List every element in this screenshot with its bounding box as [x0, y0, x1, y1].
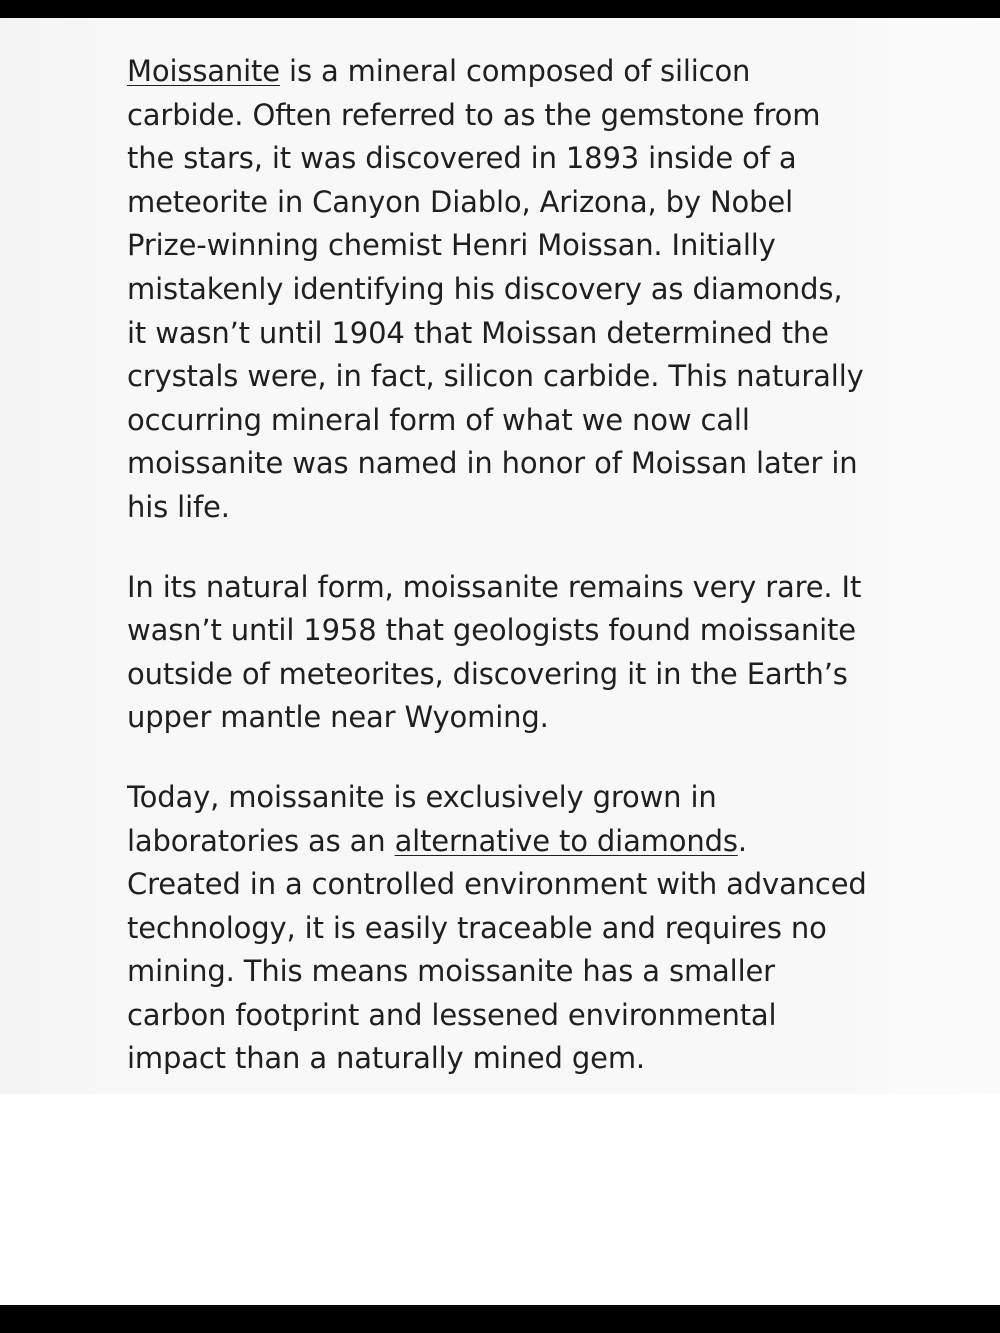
paragraph-lab-grown: [127, 776, 867, 1081]
top-black-bar: [0, 0, 1000, 18]
paragraph-natural-form: [127, 566, 867, 740]
paragraph-lab-grown-text-end: . Created in a controlled environment with advanced technology, it is easily traceable and requires no mining. This means moissanite has a smaller carbon footprint and lessened environmental impact than a naturally mined gem.: [127, 823, 867, 1076]
paragraph-discovery-text: is a mineral composed of silicon carbide. Often referred to as the gemstone from the stars, it was discovered in 1893 inside of a meteorite in Canyon Diablo, Arizona, by Nobel Prize-winning chemist Henri Moissan. Initially mistakenly identifying his discovery as diamonds, it wasn’t until 1904 that Moissan determined the crystals were, in fact, silicon carbide. This naturally occurring mineral form of what we now call moissanite was named in honor of Moissan later in his life.: [127, 54, 864, 524]
alternative-to-diamonds-link[interactable]: alternative to diamonds: [394, 823, 738, 858]
bottom-black-bar: [0, 1305, 1000, 1333]
paragraph-natural-form-text: In its natural form, moissanite remains very rare. It wasn’t until 1958 that geologists found moissanite outside of meteorites, discovering it in the Earth’s upper mantle near Wyoming.: [127, 569, 862, 735]
panel-left-margin: [0, 18, 96, 1094]
panel-right-margin: [856, 18, 1000, 1094]
paragraph-lab-grown-text-start: Today, moissanite is exclusively grown in laboratories as an: [127, 779, 717, 858]
paragraph-discovery: [127, 50, 867, 530]
article-body: [127, 50, 867, 1081]
moissanite-link[interactable]: Moissanite: [127, 54, 280, 88]
